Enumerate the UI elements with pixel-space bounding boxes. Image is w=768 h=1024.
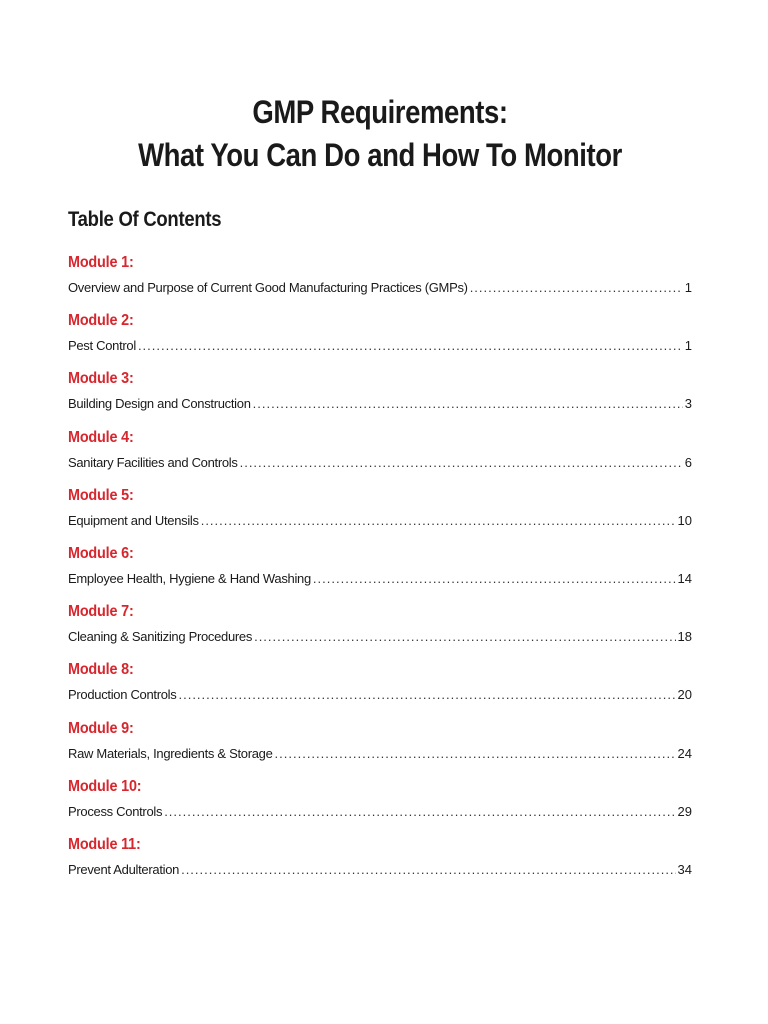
toc-line[interactable] [68, 512, 692, 530]
toc-entry-module-3 [68, 369, 692, 427]
page-subtitle: What You Can Do and How To Monitor [138, 137, 622, 173]
page-number: 29 [677, 803, 692, 819]
table-of-contents [68, 253, 692, 893]
toc-entry-title: Employee Health, Hygiene & Hand Washing [68, 570, 311, 586]
toc-entry-module-8 [68, 660, 692, 718]
toc-line[interactable] [68, 570, 692, 588]
dot-leader [181, 861, 675, 879]
toc-entry-module-2 [68, 311, 692, 369]
page-number: 24 [677, 745, 692, 761]
toc-entry-module-9 [68, 719, 692, 777]
page-number: 14 [677, 570, 692, 586]
toc-entry-title: Equipment and Utensils [68, 512, 199, 528]
toc-line[interactable] [68, 686, 692, 704]
module-label: Module 1: [68, 254, 134, 271]
module-label: Module 8: [68, 661, 134, 679]
toc-entry-module-1 [68, 253, 692, 311]
module-label: Module 11: [68, 835, 141, 853]
dot-leader [178, 686, 675, 704]
toc-entry-module-5 [68, 486, 692, 544]
page-title: GMP Requirements: [252, 94, 508, 130]
toc-entry-module-6 [68, 544, 692, 602]
page-number: 1 [684, 280, 692, 295]
dot-leader [201, 512, 676, 530]
toc-entry-module-7 [68, 602, 692, 660]
toc-line[interactable] [68, 395, 692, 413]
dot-leader [253, 395, 683, 413]
toc-entry-title: Cleaning & Sanitizing Procedures [68, 629, 253, 645]
page-number: 34 [677, 861, 692, 877]
dot-leader [164, 803, 675, 821]
toc-line[interactable] [68, 803, 692, 821]
page-number: 10 [677, 512, 692, 528]
page-number: 20 [677, 687, 692, 703]
toc-entry-title: Building Design and Construction [68, 396, 251, 412]
toc-entry-title: Production Controls [68, 687, 177, 703]
page-number: 18 [677, 629, 692, 645]
module-label: Module 4: [68, 428, 134, 446]
toc-entry-title: Overview and Purpose of Current Good Manufacturing Practices (GMPs) [68, 280, 468, 295]
dot-leader [470, 279, 683, 297]
toc-heading: Table Of Contents [68, 208, 222, 231]
dot-leader [313, 570, 676, 588]
module-label: Module 9: [68, 719, 134, 737]
dot-leader [254, 628, 675, 646]
toc-entry-title: Prevent Adulteration [68, 861, 180, 877]
toc-entry-module-11 [68, 835, 692, 893]
document-page [0, 92, 768, 1024]
toc-line[interactable] [68, 628, 692, 646]
toc-entry-title: Process Controls [68, 803, 163, 819]
dot-leader [275, 745, 676, 763]
module-label: Module 3: [68, 370, 134, 388]
toc-line[interactable] [68, 861, 692, 879]
page-number: 6 [684, 454, 692, 470]
page-number: 3 [684, 396, 692, 412]
module-label: Module 5: [68, 486, 134, 504]
module-label: Module 7: [68, 603, 134, 621]
module-label: Module 2: [68, 312, 134, 330]
dot-leader [240, 454, 683, 472]
dot-leader [138, 337, 683, 355]
toc-entry-title: Sanitary Facilities and Controls [68, 454, 238, 470]
module-label: Module 10: [68, 777, 142, 795]
toc-line[interactable] [68, 337, 692, 355]
toc-entry-title: Raw Materials, Ingredients & Storage [68, 745, 273, 761]
page-number: 1 [684, 338, 692, 354]
toc-line[interactable] [68, 279, 692, 297]
toc-entry-title: Pest Control [68, 338, 136, 354]
toc-line[interactable] [68, 745, 692, 763]
toc-entry-module-10 [68, 777, 692, 835]
toc-line[interactable] [68, 454, 692, 472]
toc-entry-module-4 [68, 428, 692, 486]
module-label: Module 6: [68, 544, 134, 562]
